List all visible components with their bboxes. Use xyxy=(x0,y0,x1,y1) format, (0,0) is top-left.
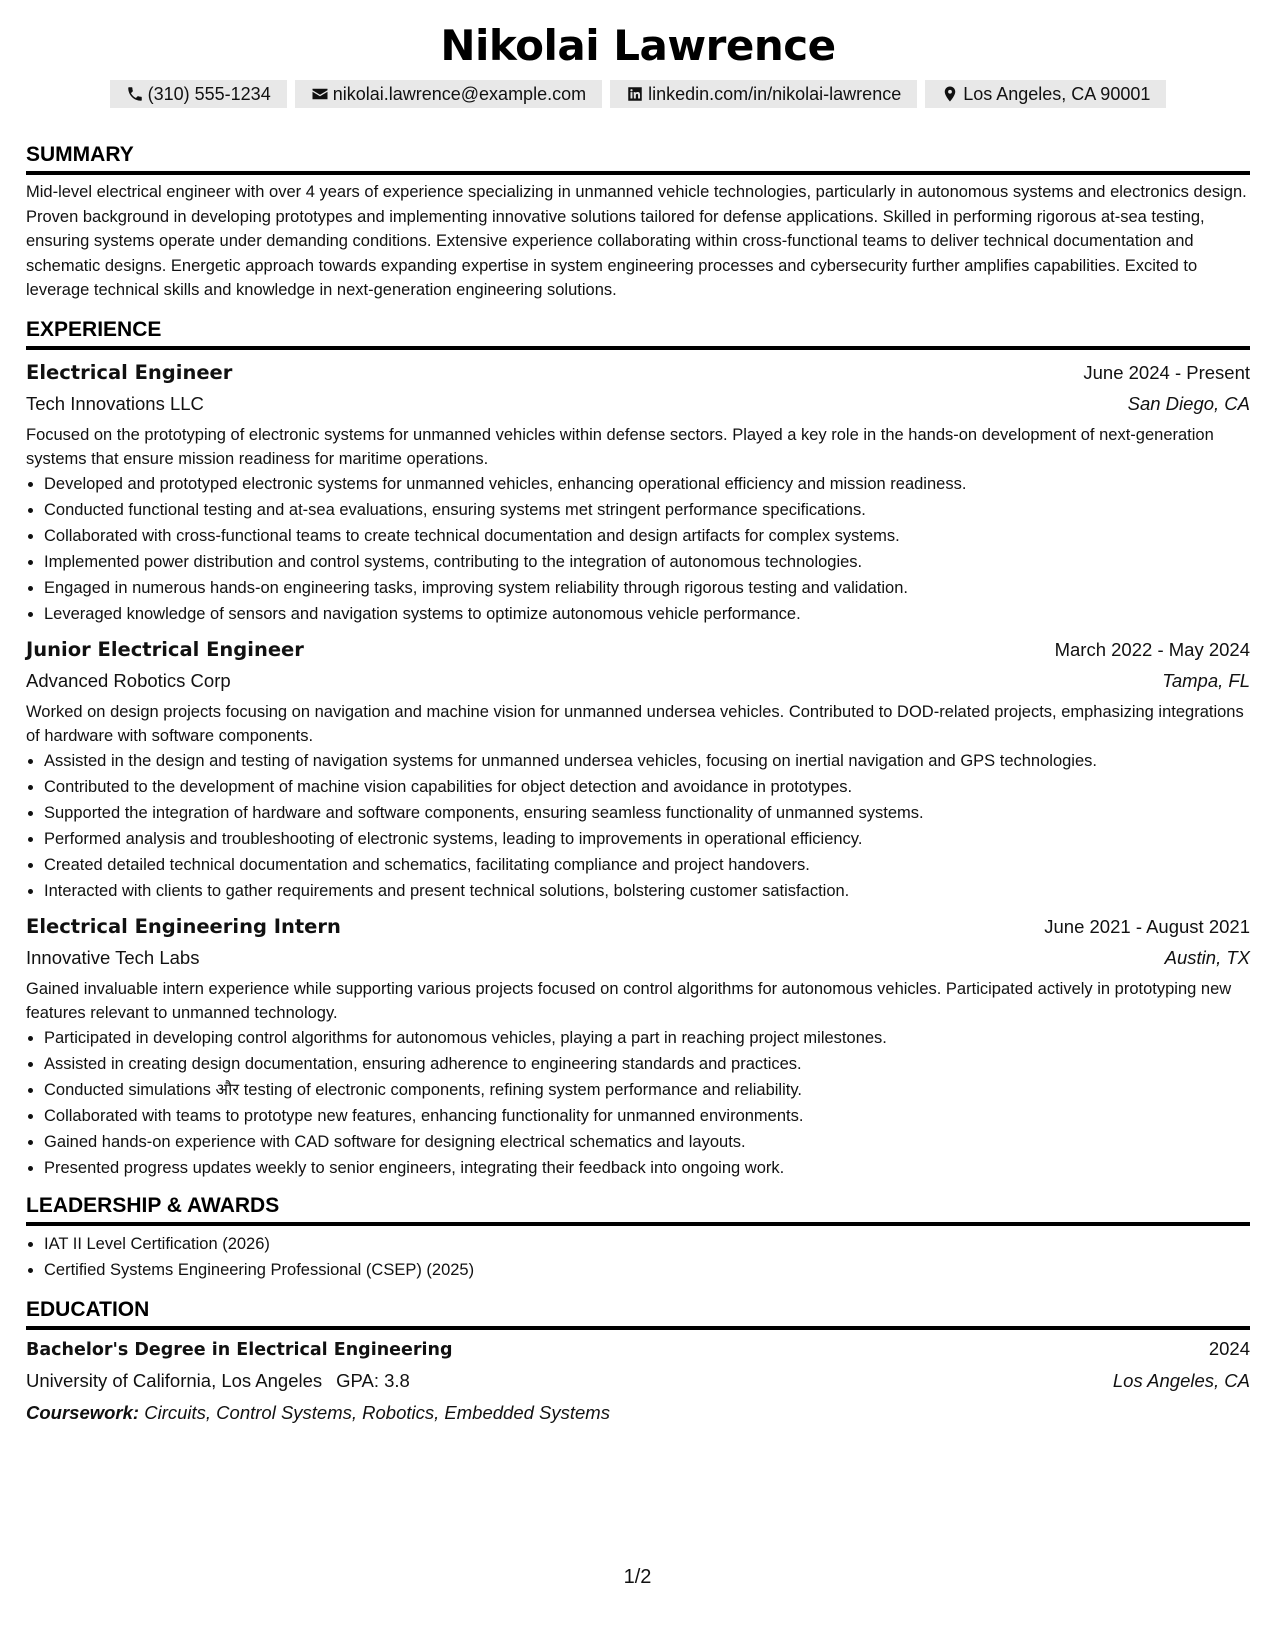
job-dates: June 2024 - Present xyxy=(1083,361,1250,383)
job-location: San Diego, CA xyxy=(1127,392,1250,414)
job-location: Tampa, FL xyxy=(1162,669,1250,691)
job-title: Junior Electrical Engineer xyxy=(26,637,304,661)
section-title: SUMMARY xyxy=(26,142,1250,175)
education-section xyxy=(26,1297,1250,1429)
company-name: Innovative Tech Labs xyxy=(26,946,200,968)
job-title: Electrical Engineer xyxy=(26,360,233,384)
contact-email xyxy=(295,80,602,108)
job-bullets xyxy=(26,471,1250,627)
contact-bar xyxy=(26,80,1250,108)
section-title: EDUCATION xyxy=(26,1297,1250,1330)
map-pin-icon xyxy=(941,85,959,103)
list-item: • Collaborated with cross-functional teams to create technical documentation and design artifacts for complex systems. xyxy=(44,523,1250,549)
coursework xyxy=(26,1397,1250,1429)
phone-icon xyxy=(126,85,144,103)
list-item: • Gained hands-on experience with CAD software for designing electrical schematics and layouts. xyxy=(44,1129,1250,1155)
contact-location xyxy=(925,80,1166,108)
list-item: • Conducted simulations और testing of electronic components, refining system performance and reliability. xyxy=(44,1077,1250,1103)
list-item: • Performed analysis and troubleshooting of electronic systems, leading to improvements in operational efficiency. xyxy=(44,826,1250,852)
location-text: Los Angeles, CA 90001 xyxy=(963,84,1151,104)
company-name: Advanced Robotics Corp xyxy=(26,669,231,691)
list-item: • IAT II Level Certification (2026) xyxy=(44,1231,1250,1257)
linkedin-text: linkedin.com/in/nikolai-lawrence xyxy=(648,84,902,104)
list-item: • Contributed to the development of machine vision capabilities for object detection and avoidance in prototypes. xyxy=(44,774,1250,800)
list-item: • Created detailed technical documentation and schematics, facilitating compliance and project handovers. xyxy=(44,852,1250,878)
job-bullets xyxy=(26,748,1250,904)
leadership-section xyxy=(26,1193,1250,1283)
job-title: Electrical Engineering Intern xyxy=(26,914,341,938)
summary-section xyxy=(26,142,1250,303)
school-location: Los Angeles, CA xyxy=(1112,1369,1250,1391)
job-description: Worked on design projects focusing on navigation and machine vision for unmanned undersea vehicles. Contributed to DOD-related projects, emphasizing integrations of hardware with software components. xyxy=(26,702,1244,745)
school-name: University of California, Los Angeles xyxy=(26,1369,323,1391)
list-item: • Assisted in creating design documentation, ensuring adherence to engineering standards and practices. xyxy=(44,1051,1250,1077)
list-item: • Collaborated with teams to prototype new features, enhancing functionality for unmanned environments. xyxy=(44,1103,1250,1129)
job-bullets xyxy=(26,1025,1250,1181)
candidate-name: Nikolai Lawrence xyxy=(440,21,836,70)
job-entry xyxy=(26,912,1250,1181)
summary-text: Mid-level electrical engineer with over 4 years of experience specializing in unmanned vehicle technologies, particularly in autonomous systems and electronics design. Proven background in developing prototypes and implementing innovative solutions tailored for defense applications. Skilled in performing rigorous at-sea testing, ensuring systems operate under demanding conditions. Extensive experience collaborating within cross-functional teams to deliver technical documentation and schematic designs. Energetic approach towards expanding expertise in system engineering processes and cybersecurity further amplifies capabilities. Excited to leverage technical skills and knowledge in next-generation engineering solutions. xyxy=(26,183,1247,299)
job-description: Gained invaluable intern experience while supporting various projects focused on control algorithms for autonomous vehicles. Participated actively in prototyping new features relevant to unmanned technology. xyxy=(26,979,1232,1022)
phone-text: (310) 555-1234 xyxy=(147,84,271,104)
job-dates: March 2022 - May 2024 xyxy=(1054,638,1250,660)
envelope-icon xyxy=(311,85,329,103)
graduation-year: 2024 xyxy=(1208,1337,1250,1359)
contact-phone xyxy=(110,80,287,108)
job-description: Focused on the prototyping of electronic systems for unmanned vehicles within defense sectors. Played a key role in the hands-on development of next-generation systems that ensure mission readiness for maritime operations. xyxy=(26,425,1214,468)
list-item: • Certified Systems Engineering Professional (CSEP) (2025) xyxy=(44,1257,1250,1283)
list-item: • Leveraged knowledge of sensors and navigation systems to optimize autonomous vehicle performance. xyxy=(44,601,1250,627)
page-number: 1/2 xyxy=(623,1566,652,1588)
list-item: • Supported the integration of hardware and software components, ensuring seamless functionality of unmanned systems. xyxy=(44,800,1250,826)
list-item: • Assisted in the design and testing of navigation systems for unmanned undersea vehicles, focusing on inertial navigation and GPS technologies. xyxy=(44,748,1250,774)
school-line xyxy=(26,1367,410,1395)
company-name: Tech Innovations LLC xyxy=(26,392,204,414)
list-item: • Developed and prototyped electronic systems for unmanned vehicles, enhancing operational efficiency and mission readiness. xyxy=(44,471,1250,497)
list-item: • Participated in developing control algorithms for autonomous vehicles, playing a part in reaching project milestones. xyxy=(44,1025,1250,1051)
experience-section xyxy=(26,317,1250,1181)
job-dates: June 2021 - August 2021 xyxy=(1044,915,1250,937)
section-title: LEADERSHIP & AWARDS xyxy=(26,1193,1250,1226)
email-text: nikolai.lawrence@example.com xyxy=(332,84,587,104)
coursework-label: Coursework: xyxy=(26,1401,140,1423)
linkedin-icon xyxy=(626,85,644,103)
job-entry xyxy=(26,635,1250,904)
section-title: EXPERIENCE xyxy=(26,317,1250,350)
list-item: • Conducted functional testing and at-sea evaluations, ensuring systems met stringent performance specifications. xyxy=(44,497,1250,523)
list-item: • Interacted with clients to gather requirements and present technical solutions, bolstering customer satisfaction. xyxy=(44,878,1250,904)
list-item: • Engaged in numerous hands-on engineering tasks, improving system reliability through rigorous testing and validation. xyxy=(44,575,1250,601)
gpa: GPA: 3.8 xyxy=(336,1369,410,1391)
resume-page xyxy=(26,18,1250,1429)
job-location: Austin, TX xyxy=(1164,946,1250,968)
contact-linkedin xyxy=(610,80,917,108)
degree-name: Bachelor's Degree in Electrical Engineering xyxy=(26,1339,453,1360)
coursework-list: Circuits, Control Systems, Robotics, Embedded Systems xyxy=(144,1401,610,1423)
job-entry xyxy=(26,358,1250,627)
list-item: • Implemented power distribution and control systems, contributing to the integration of autonomous technologies. xyxy=(44,549,1250,575)
awards-list xyxy=(26,1231,1250,1283)
list-item: • Presented progress updates weekly to senior engineers, integrating their feedback into ongoing work. xyxy=(44,1155,1250,1181)
